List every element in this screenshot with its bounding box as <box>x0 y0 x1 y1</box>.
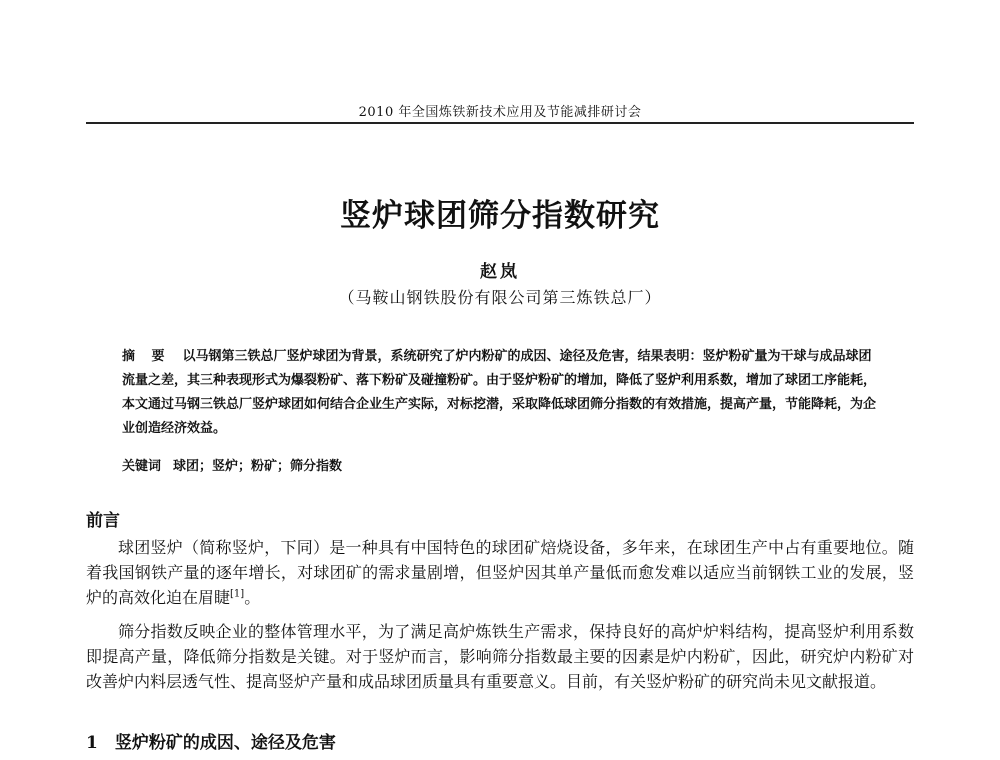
keywords-label: 关键词 <box>122 459 162 474</box>
paragraph-1-text: 球团竖炉（简称竖炉，下同）是一种具有中国特色的球团矿焙烧设备，多年来，在球团生产中占有重要地位。随着我国钢铁产量的逐年增长，对球团矿的需求量剧增，但竖炉因其单产量低而愈发难以适应当前钢铁工业的发展，竖炉的高效化迫在眉睫 <box>86 538 914 607</box>
section-1-heading: 1 竖炉粉矿的成因、途径及危害 <box>86 733 336 753</box>
running-header: 2010 年全国炼铁新技术应用及节能减排研讨会 <box>358 105 642 120</box>
paper-title: 竖炉球团筛分指数研究 <box>340 198 660 234</box>
abstract-label: 摘 要 <box>122 349 171 364</box>
paragraph-1-end: 。 <box>244 588 261 607</box>
preface-heading: 前言 <box>86 511 120 531</box>
author-name: 赵岚 <box>480 262 520 282</box>
citation-ref[interactable]: [1] <box>230 588 245 600</box>
preface-paragraph-1 <box>86 535 914 610</box>
preface-paragraph-2: 筛分指数反映企业的整体管理水平，为了满足高炉炼铁生产需求，保持良好的高炉炉料结构，提高竖炉利用系数即提高产量，降低筛分指数是关键。对于竖炉而言，影响筛分指数最主要的因素是炉内粉矿，因此，研究炉内粉矿对改善炉内料层透气性、提高竖炉产量和成品球团质量具有重要意义。目前，有关竖炉粉矿的研究尚未见文献报道。 <box>86 622 914 691</box>
keywords-text: 球团；竖炉；粉矿；筛分指数 <box>173 459 343 474</box>
abstract <box>122 345 878 441</box>
header-rule <box>86 122 914 124</box>
keywords <box>122 455 878 474</box>
author-affiliation: （马鞍山钢铁股份有限公司第三炼铁总厂） <box>338 288 662 307</box>
abstract-text: 以马钢第三铁总厂竖炉球团为背景，系统研究了炉内粉矿的成因、途径及危害，结果表明：竖炉粉矿量为干球与成品球团流量之差，其三种表现形式为爆裂粉矿、落下粉矿及碰撞粉矿。由于竖炉粉矿的增加，降低了竖炉利用系数，增加了球团工序能耗，本文通过马钢三铁总厂竖炉球团如何结合企业生产实际，对标挖潜，采取降低球团筛分指数的有效措施，提高产量，节能降耗，为企业创造经济效益。 <box>122 349 877 436</box>
